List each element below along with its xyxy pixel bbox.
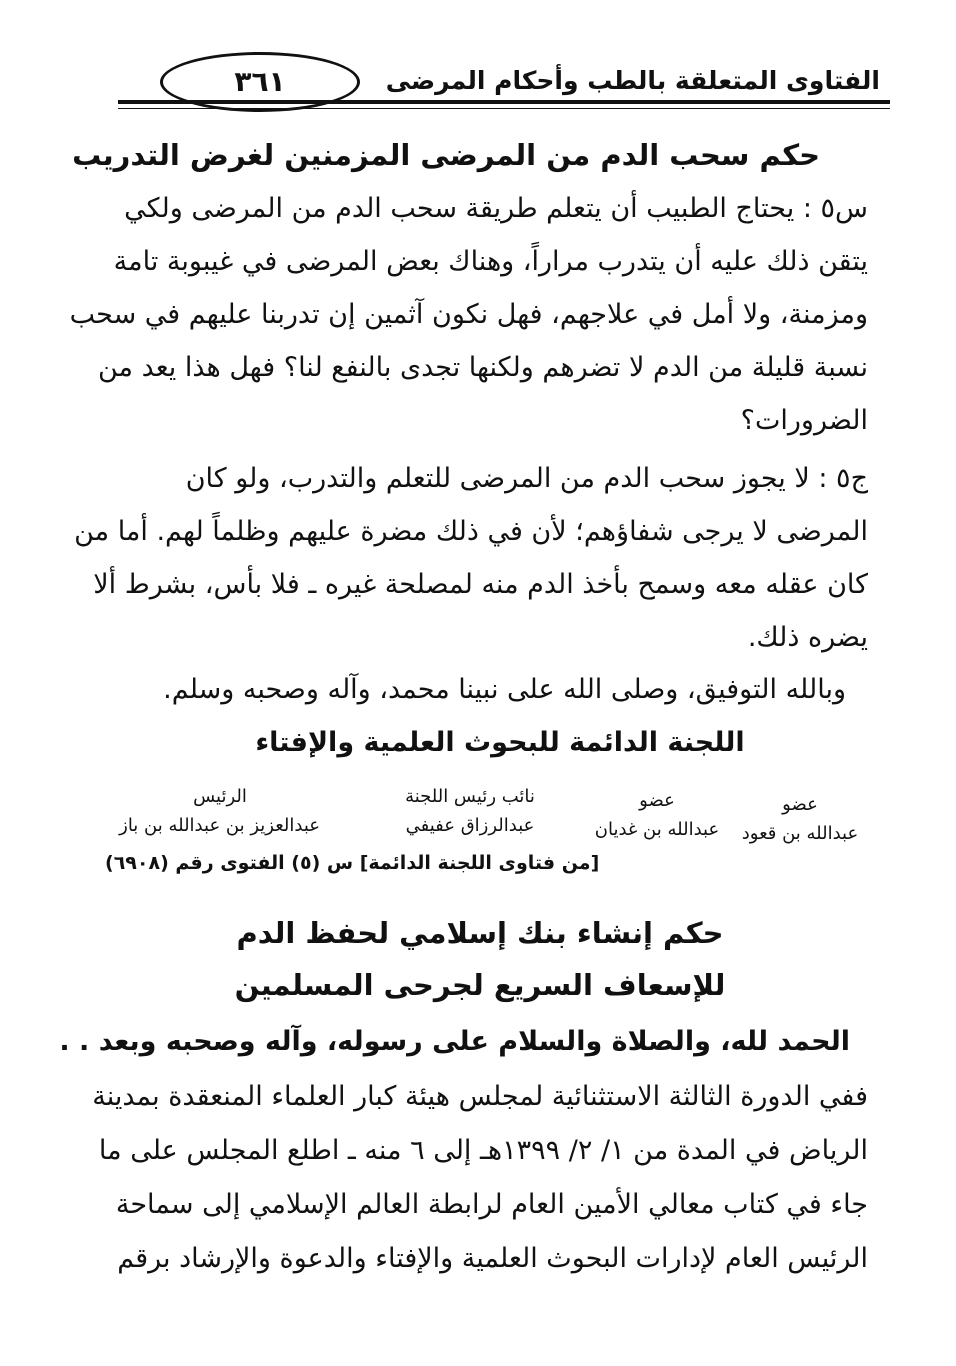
- fatwa-title: حكم سحب الدم من المرضى المزمنين لغرض التدريب: [72, 138, 820, 172]
- body-line: ففي الدورة الثالثة الاستثنائية لمجلس هيئة كبار العلماء المنعقدة بمدينة: [92, 1081, 868, 1112]
- signatory-name: عبدالرزاق عفيفي: [405, 815, 535, 836]
- body-line: الرياض في المدة من ١/ ٢/ ١٣٩٩هـ إلى ٦ منه ـ اطلع المجلس على ما: [98, 1135, 868, 1166]
- signatory-president: [120, 786, 320, 836]
- body-line: الرئيس العام لإدارات البحوث العلمية والإفتاء والدعوة والإرشاد برقم: [117, 1243, 868, 1274]
- body-line: جاء في كتاب معالي الأمين العام لرابطة العالم الإسلامي إلى سماحة: [115, 1189, 868, 1220]
- question-line: س٥ : يحتاج الطبيب أن يتعلم طريقة سحب الدم من المرضى ولكي: [124, 193, 868, 224]
- fatwa-source: [من فتاوى اللجنة الدائمة] س (٥) الفتوى رقم (٦٩٠٨): [105, 852, 600, 874]
- fatwa-title: حكم إنشاء بنك إسلامي لحفظ الدم: [236, 916, 724, 950]
- header-rule-thick: [118, 100, 890, 104]
- signatory-role: عضو: [782, 794, 818, 815]
- signatory-role: نائب رئيس اللجنة: [405, 786, 535, 807]
- header-rule-thin: [118, 108, 890, 109]
- question-line: يتقن ذلك عليه أن يتدرب مراراً، وهناك بعض المرضى في غيبوبة تامة: [113, 246, 868, 277]
- closing-prayer: وبالله التوفيق، وصلى الله على نبينا محمد، وآله وصحبه وسلم.: [163, 674, 846, 705]
- signatory-role: عضو: [639, 790, 675, 811]
- opening-praise: الحمد لله، والصلاة والسلام على رسوله، وآله وصحبه وبعد . .: [59, 1026, 850, 1057]
- signatory-role: الرئيس: [193, 786, 247, 807]
- signatory-name: عبدالله بن قعود: [741, 823, 859, 844]
- page-number: ٣٦١: [160, 52, 360, 112]
- signatory-member: [740, 794, 860, 844]
- answer-line: كان عقله معه وسمح بأخذ الدم منه لمصلحة غيره ـ فلا بأس، بشرط ألا: [93, 569, 868, 600]
- committee-name: اللجنة الدائمة للبحوث العلمية والإفتاء: [255, 727, 745, 758]
- question-line: الضرورات؟: [740, 405, 868, 436]
- signatory-member: [582, 790, 732, 840]
- answer-line: يضره ذلك.: [747, 622, 868, 653]
- question-line: ومزمنة، ولا أمل في علاجهم، فهل نكون آثمين إن تدربنا عليهم في سحب: [69, 299, 868, 330]
- answer-line: ج٥ : لا يجوز سحب الدم من المرضى للتعلم والتدرب، ولو كان: [185, 463, 868, 494]
- signatory-name: عبدالعزيز بن عبدالله بن باز: [119, 815, 320, 836]
- signatory-name: عبدالله بن غديان: [594, 819, 720, 840]
- question-line: نسبة قليلة من الدم لا تضرهم ولكنها تجدى بالنفع لنا؟ فهل هذا يعد من: [97, 352, 868, 383]
- answer-line: المرضى لا يرجى شفاؤهم؛ لأن في ذلك مضرة عليهم وظلماً لهم. أما من: [74, 516, 868, 547]
- book-title: الفتاوى المتعلقة بالطب وأحكام المرضى: [385, 66, 880, 95]
- signatory-vice-president: [380, 786, 560, 836]
- fatwa-title: للإسعاف السريع لجرحى المسلمين: [234, 968, 726, 1002]
